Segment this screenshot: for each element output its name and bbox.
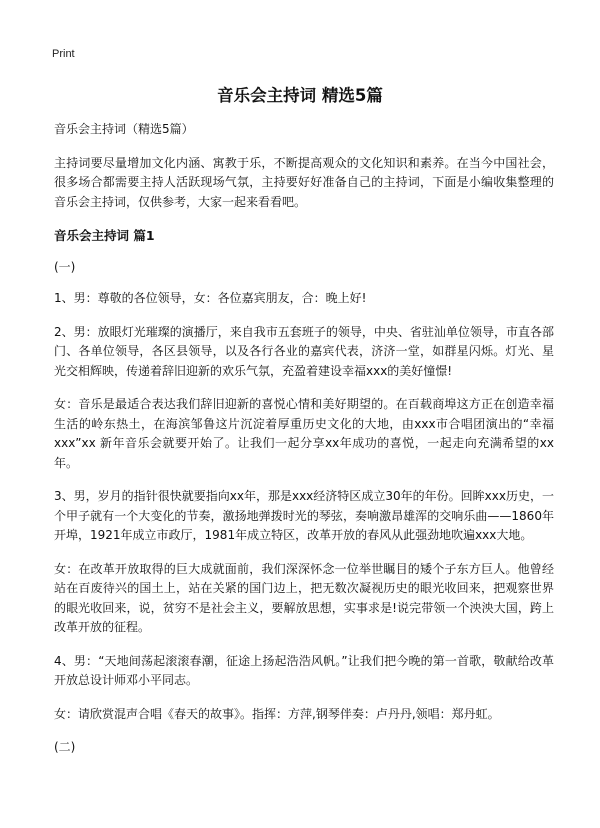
part-label-2: (二) xyxy=(54,740,76,754)
body-paragraph: 女：请欣赏混声合唱《春天的故事》。指挥：方萍,钢琴伴奏：卢丹丹,领唱：郑丹虹。 xyxy=(54,706,500,721)
body-paragraph: 女：在改革开放取得的巨大成就面前，我们深深怀念一位举世瞩目的矮个子东方巨人。他曾经站在百废待兴的国土上，站在关紧的国门边上，把无数次凝视历史的眼光收回来，把观察世界的眼光收回来，说，贫穷不是社会主义，要解放思想，实事求是!说完带领一个泱泱大国，跨上改革开放的征程。 xyxy=(54,561,554,634)
body-paragraph: 4、男：“天地间荡起滚滚春潮，征途上扬起浩浩风帆。”让我们把今晚的第一首歌，敬献给改革开放总设计师邓小平同志。 xyxy=(54,653,554,687)
document-subtitle: 音乐会主持词（精选5篇） xyxy=(54,122,194,136)
part-label-1: (一) xyxy=(54,259,76,274)
body-paragraph: 2、男：放眼灯光璀璨的演播厅，来自我市五套班子的领导，中央、省驻汕单位领导，市直各部门、各单位领导，各区县领导，以及各行各业的嘉宾代表，济济一堂，如群星闪烁。灯光、星光交相辉映，传递着辞旧迎新的欢乐气氛，充盈着建设幸福xxx的美好憧憬! xyxy=(54,324,554,378)
document-title: 音乐会主持词 精选5篇 xyxy=(217,86,383,105)
body-paragraph: 3、男，岁月的指针很快就要指向xx年，那是xxx经济特区成立30年的年份。回眸xxx历史，一个甲子就有一个大变化的节奏，激扬地弹拨时光的琴弦，奏响激昂雄浑的交响乐曲——1860年开埠，1921年成立市政厅，1981年成立特区，改革开放的春风从此强劲地吹遍xxx大地。 xyxy=(54,489,554,542)
section-heading: 音乐会主持词 篇1 xyxy=(54,228,155,243)
body-paragraph: 女：音乐是最适合表达我们辞旧迎新的喜悦心情和美好期望的。在百载商埠这方正在创造幸福生活的岭东热土，在海滨邹鲁这片沉淀着厚重历史文化的大地，由xxx市合唱团演出的“幸福xxx”xx 新年音乐会就要开始了。让我们一起分享xx年成功的喜悦，一起走向充满希望的xx年。 xyxy=(54,397,554,470)
document-body xyxy=(54,120,554,770)
print-link[interactable]: Print xyxy=(52,48,75,60)
body-paragraph: 1、男：尊敬的各位领导，女：各位嘉宾朋友，合：晚上好! xyxy=(54,291,367,305)
intro-paragraph: 主持词要尽量增加文化内涵、寓教于乐，不断提高观众的文化知识和素养。在当今中国社会，很多场合都需要主持人活跃现场气氛，主持要好好准备自己的主持词，下面是小编收集整理的音乐会主持词，仅供参考，大家一起来看看吧。 xyxy=(54,155,554,209)
